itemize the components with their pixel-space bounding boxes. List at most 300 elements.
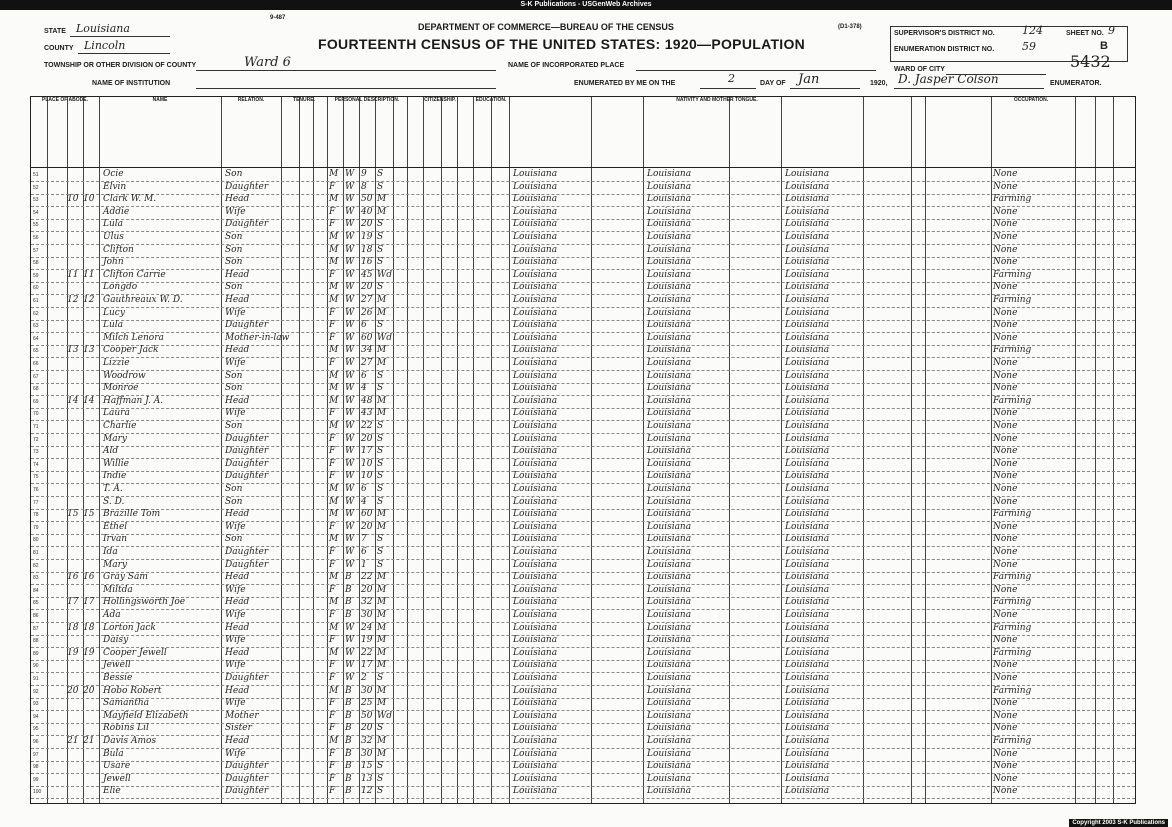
cell-rel: Wife xyxy=(225,635,246,646)
group-nativity: NATIVITY AND MOTHER TONGUE. xyxy=(676,97,758,103)
cell-sex: F xyxy=(329,635,336,646)
cell-fm xyxy=(83,182,99,193)
cell-name: Davis Amos xyxy=(103,736,157,746)
cell-sex: M xyxy=(329,295,339,305)
cell-fm xyxy=(83,547,99,558)
line-number: 75 xyxy=(33,474,39,481)
line-number: 53 xyxy=(33,197,39,204)
institution-label: NAME OF INSTITUTION xyxy=(92,80,171,87)
cell-ms: M xyxy=(377,647,387,658)
cell-ms: S xyxy=(377,421,384,431)
cell-nat: Louisiana xyxy=(785,232,830,242)
enumeration-month: Jan xyxy=(798,72,820,87)
cell-name: Milch Lenora xyxy=(103,332,164,343)
cell-ms: M xyxy=(377,584,387,595)
cell-fm: 10 xyxy=(83,194,95,205)
cell-sex: M xyxy=(329,383,339,394)
cell-sex: M xyxy=(329,534,339,545)
cell-ms: M xyxy=(377,698,387,709)
line-number: 52 xyxy=(33,184,39,191)
cell-rel: Daughter xyxy=(225,773,269,784)
cell-rel: Daughter xyxy=(225,471,269,482)
cell-dw: 10 xyxy=(67,194,79,205)
cell-rel: Head xyxy=(225,345,250,356)
cell-nat: Louisiana xyxy=(647,421,692,431)
cell-occ: Farming xyxy=(993,194,1032,205)
cell-age: 15 xyxy=(361,761,373,772)
cell-age: 10 xyxy=(361,471,373,482)
cell-fm: 13 xyxy=(83,345,95,356)
table-row xyxy=(31,547,1135,558)
cell-name: Clifton Carrie xyxy=(103,269,166,280)
cell-race: W xyxy=(345,307,355,318)
cell-dw xyxy=(67,182,83,193)
cell-race: W xyxy=(345,484,355,494)
cell-nat: Louisiana xyxy=(513,736,558,746)
line-number: 79 xyxy=(33,524,39,531)
cell-sex: F xyxy=(329,547,336,557)
cell-rel: Head xyxy=(225,509,250,520)
cell-fm xyxy=(83,761,99,772)
cell-nat: Louisiana xyxy=(513,395,558,406)
cell-dw xyxy=(67,408,83,419)
cell-age: 60 xyxy=(361,332,373,343)
line-number: 66 xyxy=(33,361,39,367)
table-row xyxy=(31,471,1135,482)
cell-fm: 17 xyxy=(83,597,95,608)
township-label: TOWNSHIP OR OTHER DIVISION OF COUNTY xyxy=(44,62,197,69)
cell-nat: Louisiana xyxy=(513,244,558,255)
cell-name: Indie xyxy=(103,471,127,482)
cell-dw xyxy=(67,446,83,457)
table-row xyxy=(31,698,1135,709)
table-row xyxy=(31,371,1135,382)
line-number: 64 xyxy=(33,335,39,342)
cell-occ: Farming xyxy=(993,685,1032,696)
cell-age: 30 xyxy=(361,610,373,620)
line-number: 55 xyxy=(33,222,39,229)
line-number: 84 xyxy=(33,587,39,594)
cell-age: 18 xyxy=(361,244,373,255)
cell-rel: Sister xyxy=(225,723,252,734)
cell-nat: Louisiana xyxy=(513,622,558,633)
cell-nat: Louisiana xyxy=(647,610,692,620)
cell-race: W xyxy=(345,282,355,293)
cell-name: Hollingsworth Joe xyxy=(103,597,186,608)
cell-fm: 16 xyxy=(83,572,95,583)
cell-sex: F xyxy=(329,408,336,419)
cell-sex: F xyxy=(329,748,336,759)
cell-age: 16 xyxy=(361,257,373,268)
cell-nat: Louisiana xyxy=(513,761,558,772)
cell-fm xyxy=(83,169,99,180)
cell-age: 20 xyxy=(361,584,373,595)
table-row xyxy=(31,383,1135,394)
cell-occ: None xyxy=(993,257,1018,268)
cell-nat: Louisiana xyxy=(785,597,830,608)
cell-occ: None xyxy=(993,673,1018,683)
cell-nat: Louisiana xyxy=(785,786,830,797)
cell-nat: Louisiana xyxy=(513,660,558,671)
cell-nat: Louisiana xyxy=(647,786,692,797)
cell-nat: Louisiana xyxy=(785,383,830,394)
cell-nat: Louisiana xyxy=(785,584,830,595)
cell-nat: Louisiana xyxy=(785,534,830,545)
line-number: 76 xyxy=(33,487,39,493)
line-number: 58 xyxy=(33,260,39,267)
cell-nat: Louisiana xyxy=(785,773,830,784)
cell-age: 4 xyxy=(361,383,367,394)
enumeration-day: 2 xyxy=(728,72,735,85)
cell-ms: S xyxy=(377,181,384,192)
cell-rel: Wife xyxy=(225,660,246,671)
cell-age: 30 xyxy=(361,748,373,759)
cell-sex: M xyxy=(329,244,339,255)
cell-nat: Louisiana xyxy=(647,181,692,192)
cell-race: W xyxy=(345,471,355,482)
cell-fm xyxy=(83,434,99,445)
table-row xyxy=(31,169,1135,180)
cell-age: 20 xyxy=(361,521,373,532)
table-row xyxy=(31,736,1135,747)
cell-fm: 12 xyxy=(83,295,95,305)
cell-nat: Louisiana xyxy=(513,723,558,734)
cell-rel: Mother-in-law xyxy=(225,332,290,343)
cell-occ: Farming xyxy=(993,647,1032,658)
table-row xyxy=(31,345,1135,356)
cell-ms: M xyxy=(377,307,387,318)
cell-ms: M xyxy=(377,345,387,356)
cell-name: Elie xyxy=(103,786,121,797)
line-number: 95 xyxy=(33,726,39,733)
table-row xyxy=(31,522,1135,533)
cell-occ: Farming xyxy=(993,395,1032,406)
cell-dw xyxy=(67,560,83,571)
cell-rel: Daughter xyxy=(225,673,269,683)
line-number: 60 xyxy=(33,285,39,292)
cell-nat: Louisiana xyxy=(647,647,692,658)
cell-fm: 19 xyxy=(83,647,95,658)
cell-dw: 19 xyxy=(67,647,79,658)
table-row xyxy=(31,333,1135,344)
table-row xyxy=(31,232,1135,243)
cell-sex: F xyxy=(329,584,336,595)
cell-dw xyxy=(67,219,83,230)
cell-nat: Louisiana xyxy=(647,206,692,217)
cell-rel: Daughter xyxy=(225,547,269,557)
form-number: 9-487 xyxy=(270,15,286,21)
enumerated-label: ENUMERATED BY ME ON THE xyxy=(574,80,676,87)
cell-age: 6 xyxy=(361,370,367,381)
cell-ms: S xyxy=(377,383,384,394)
cell-nat: Louisiana xyxy=(513,748,558,759)
cell-age: 50 xyxy=(361,194,373,205)
cell-race: B xyxy=(345,685,352,696)
line-number: 93 xyxy=(33,701,39,708)
cell-occ: None xyxy=(993,723,1018,734)
cell-nat: Louisiana xyxy=(647,282,692,293)
cell-age: 20 xyxy=(361,723,373,734)
cell-ms: M xyxy=(377,685,387,696)
cell-rel: Daughter xyxy=(225,761,269,772)
cell-name: Cooper Jack xyxy=(103,345,159,356)
cell-nat: Louisiana xyxy=(513,320,558,331)
cell-rel: Head xyxy=(225,647,250,658)
cell-race: B xyxy=(345,723,352,734)
supervisor-label: SUPERVISOR'S DISTRICT NO. xyxy=(894,30,995,37)
line-number: 92 xyxy=(33,688,39,695)
cell-nat: Louisiana xyxy=(513,332,558,343)
line-number: 80 xyxy=(33,537,39,544)
cell-name: Ocie xyxy=(103,169,124,179)
cell-nat: Louisiana xyxy=(647,521,692,532)
cell-dw xyxy=(67,547,83,558)
cell-age: 40 xyxy=(361,206,373,217)
cell-nat: Louisiana xyxy=(647,194,692,205)
cell-name: Jewell xyxy=(103,660,131,671)
cell-occ: Farming xyxy=(993,736,1032,746)
cell-ms: M xyxy=(377,408,387,419)
table-row xyxy=(31,396,1135,407)
table-row xyxy=(31,194,1135,205)
cell-sex: F xyxy=(329,358,336,368)
cell-dw xyxy=(67,169,83,180)
cell-occ: None xyxy=(993,484,1018,494)
cell-ms: M xyxy=(377,206,387,217)
cell-ms: S xyxy=(377,433,384,444)
cell-name: Samantha xyxy=(103,698,150,709)
cell-ms: S xyxy=(377,723,384,734)
line-number: 98 xyxy=(33,764,39,771)
line-number: 90 xyxy=(33,663,39,670)
cell-nat: Louisiana xyxy=(785,685,830,696)
cell-sex: F xyxy=(329,660,336,671)
cell-nat: Louisiana xyxy=(513,408,558,419)
table-row xyxy=(31,560,1135,571)
cell-fm xyxy=(83,673,99,684)
line-number: 88 xyxy=(33,638,39,645)
cell-dw xyxy=(67,749,83,760)
cell-occ: None xyxy=(993,206,1018,217)
cell-nat: Louisiana xyxy=(513,433,558,444)
cell-race: W xyxy=(345,332,355,343)
line-number: 91 xyxy=(33,676,39,682)
cell-fm: 20 xyxy=(83,685,95,696)
cell-rel: Son xyxy=(225,244,243,255)
cell-race: W xyxy=(345,547,355,557)
cell-nat: Louisiana xyxy=(647,509,692,520)
cell-age: 1 xyxy=(361,559,367,570)
cell-sex: M xyxy=(329,257,339,268)
cell-nat: Louisiana xyxy=(785,181,830,192)
cell-ms: M xyxy=(377,395,387,406)
cell-nat: Louisiana xyxy=(785,484,830,494)
cell-occ: None xyxy=(993,698,1018,709)
cell-nat: Louisiana xyxy=(513,698,558,709)
cell-occ: None xyxy=(993,181,1018,192)
cell-ms: M xyxy=(377,622,387,633)
cell-nat: Louisiana xyxy=(647,660,692,671)
cell-sex: M xyxy=(329,345,339,356)
cell-dw xyxy=(67,698,83,709)
cell-sex: M xyxy=(329,282,339,293)
cell-rel: Head xyxy=(225,194,250,205)
year-label: 1920, xyxy=(870,80,888,87)
cell-occ: None xyxy=(993,559,1018,570)
cell-name: Addie xyxy=(103,206,130,217)
cell-sex: M xyxy=(329,194,339,205)
state-label: STATE xyxy=(44,28,66,35)
cell-ms: S xyxy=(377,458,384,469)
group-relation: RELATION. xyxy=(237,97,265,103)
cell-age: 27 xyxy=(361,295,373,305)
cell-race: B xyxy=(345,761,352,772)
cell-nat: Louisiana xyxy=(513,547,558,557)
cell-rel: Head xyxy=(225,295,250,305)
cell-nat: Louisiana xyxy=(785,244,830,255)
table-row xyxy=(31,749,1135,760)
cell-nat: Louisiana xyxy=(647,408,692,419)
group-personal-description: PERSONAL DESCRIPTION. xyxy=(334,97,400,103)
cell-dw xyxy=(67,245,83,256)
cell-fm xyxy=(83,219,99,230)
cell-nat: Louisiana xyxy=(513,521,558,532)
table-row xyxy=(31,320,1135,331)
cell-dw: 12 xyxy=(67,295,79,305)
cell-dw xyxy=(67,497,83,508)
cell-name: Willie xyxy=(103,458,129,469)
cell-occ: None xyxy=(993,332,1018,343)
cell-nat: Louisiana xyxy=(513,307,558,318)
cell-name: Brazille Tom xyxy=(103,509,161,520)
cell-age: 7 xyxy=(361,534,367,545)
cell-name: Gauthreaux W. D. xyxy=(103,295,183,305)
cell-sex: M xyxy=(329,169,339,179)
supervisor-value: 124 xyxy=(1022,24,1043,37)
cell-age: 43 xyxy=(361,408,373,419)
group-education: EDUCATION. xyxy=(475,97,507,103)
cell-occ: None xyxy=(993,534,1018,545)
cell-ms: S xyxy=(377,773,384,784)
cell-race: W xyxy=(345,345,355,356)
cell-race: W xyxy=(345,433,355,444)
cell-age: 8 xyxy=(361,181,367,192)
cell-nat: Louisiana xyxy=(785,710,830,721)
cell-rel: Daughter xyxy=(225,219,269,230)
cell-occ: Farming xyxy=(993,345,1032,356)
cell-dw: 18 xyxy=(67,622,79,633)
cell-fm xyxy=(83,522,99,533)
cell-sex: F xyxy=(329,786,336,797)
cell-ms: M xyxy=(377,572,387,583)
cell-ms: M xyxy=(377,509,387,520)
cell-fm xyxy=(83,282,99,293)
cell-nat: Louisiana xyxy=(785,496,830,507)
cell-nat: Louisiana xyxy=(785,332,830,343)
cell-occ: None xyxy=(993,635,1018,646)
department-heading: DEPARTMENT OF COMMERCE—BUREAU OF THE CENSUS xyxy=(418,22,674,32)
cell-dw xyxy=(67,585,83,596)
page-stamp: 5432 xyxy=(1070,52,1111,71)
cell-sex: M xyxy=(329,370,339,381)
cell-occ: None xyxy=(993,244,1018,255)
cell-nat: Louisiana xyxy=(647,723,692,734)
cell-rel: Wife xyxy=(225,698,246,709)
cell-occ: None xyxy=(993,496,1018,507)
cell-occ: None xyxy=(993,773,1018,784)
cell-dw: 11 xyxy=(67,269,79,280)
cell-ms: S xyxy=(377,786,384,797)
cell-nat: Louisiana xyxy=(513,773,558,784)
cell-race: W xyxy=(345,169,355,179)
cell-sex: F xyxy=(329,761,336,772)
cell-nat: Louisiana xyxy=(513,597,558,608)
cell-occ: None xyxy=(993,408,1018,419)
cell-nat: Louisiana xyxy=(647,458,692,469)
cell-nat: Louisiana xyxy=(785,698,830,709)
day-of-label: DAY OF xyxy=(760,80,786,87)
cell-race: B xyxy=(345,748,352,759)
cell-occ: Farming xyxy=(993,622,1032,633)
cell-name: Laura xyxy=(103,408,130,419)
cell-sex: F xyxy=(329,471,336,482)
cell-fm xyxy=(83,421,99,432)
cell-rel: Daughter xyxy=(225,446,269,457)
cell-dw: 15 xyxy=(67,509,79,520)
cell-occ: None xyxy=(993,358,1018,368)
cell-age: 4 xyxy=(361,496,367,507)
cell-nat: Louisiana xyxy=(647,559,692,570)
cell-nat: Louisiana xyxy=(647,219,692,230)
cell-name: Bessie xyxy=(103,673,133,683)
cell-rel: Son xyxy=(225,282,243,293)
cell-sex: M xyxy=(329,484,339,494)
cell-nat: Louisiana xyxy=(513,635,558,646)
cell-age: 32 xyxy=(361,597,373,608)
cell-name: Monroe xyxy=(103,383,139,394)
table-row xyxy=(31,660,1135,671)
cell-fm: 15 xyxy=(83,509,95,520)
cell-sex: F xyxy=(329,269,336,280)
cell-ms: M xyxy=(377,295,387,305)
cell-nat: Louisiana xyxy=(647,698,692,709)
cell-dw xyxy=(67,673,83,684)
cell-nat: Louisiana xyxy=(513,169,558,179)
cell-rel: Daughter xyxy=(225,433,269,444)
cell-age: 50 xyxy=(361,710,373,721)
cell-age: 45 xyxy=(361,269,373,280)
cell-age: 32 xyxy=(361,736,373,746)
line-number: 62 xyxy=(33,310,39,317)
cell-nat: Louisiana xyxy=(785,647,830,658)
cell-nat: Louisiana xyxy=(785,622,830,633)
cell-rel: Wife xyxy=(225,748,246,759)
cell-nat: Louisiana xyxy=(785,471,830,482)
cell-nat: Louisiana xyxy=(647,395,692,406)
cell-sex: M xyxy=(329,395,339,406)
cell-name: Irvan xyxy=(103,534,128,545)
cell-race: W xyxy=(345,219,355,230)
cell-nat: Louisiana xyxy=(513,610,558,620)
cell-age: 13 xyxy=(361,773,373,784)
ward-label: WARD OF CITY xyxy=(894,66,945,73)
cell-age: 22 xyxy=(361,647,373,658)
cell-nat: Louisiana xyxy=(647,572,692,583)
cell-rel: Son xyxy=(225,370,243,381)
table-row xyxy=(31,534,1135,545)
cell-race: W xyxy=(345,673,355,683)
cell-nat: Louisiana xyxy=(513,534,558,545)
